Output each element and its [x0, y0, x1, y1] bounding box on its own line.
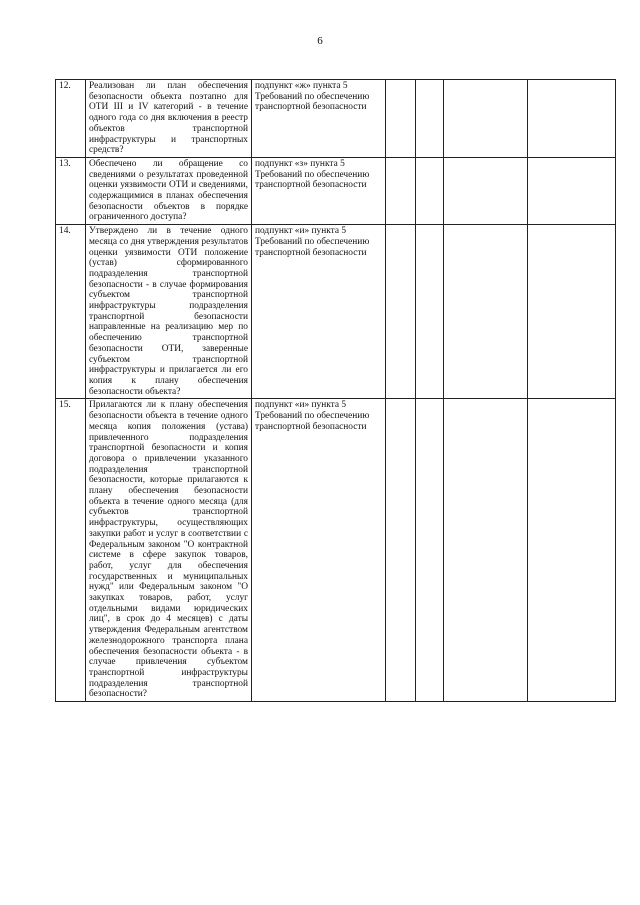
table-row [56, 80, 616, 158]
answer-cell-notes [528, 157, 616, 224]
answer-cell-yes [386, 80, 416, 158]
table-row [56, 225, 616, 399]
answer-cell-notes [528, 225, 616, 399]
question-text: Утверждено ли в течение одного месяца со дня утверждения результатов оценки уязвимости ОТИ положение (устав) сформированного подразделения транспортной безопасности - в случае формирования субъектом транспортной инфраструктуры подразделения транспортной безопасности направленные на реализацию мер по обеспечению транспортной безопасности ОТИ, заверенные субъектом транспортной инфраструктуры и прилагается ли его копия к плану обеспечения безопасности объекта? [86, 225, 252, 399]
answer-cell-yes [386, 399, 416, 702]
answer-cell-not-applicable [444, 399, 528, 702]
requirement-reference: подпункт «и» пункта 5 Требований по обеспечению транспортной безопасности [252, 399, 386, 702]
answer-cell-not-applicable [444, 80, 528, 158]
answer-cell-yes [386, 225, 416, 399]
table-row [56, 157, 616, 224]
requirement-reference: подпункт «и» пункта 5 Требований по обеспечению транспортной безопасности [252, 225, 386, 399]
requirement-reference: подпункт «з» пункта 5 Требований по обеспечению транспортной безопасности [252, 157, 386, 224]
answer-cell-yes [386, 157, 416, 224]
question-text: Реализован ли план обеспечения безопасности объекта поэтапно для ОТИ III и IV категорий - в течение одного года со дня включения в реестр объектов транспортной инфраструктуры и транспортных средств? [86, 80, 252, 158]
question-text: Прилагаются ли к плану обеспечения безопасности объекта в течение одного месяца копия положения (устава) привлеченного подразделения транспортной безопасности и копия договора о привлечении указанного подразделения транспортной безопасности, которые прилагаются к плану обеспечения безопасности объекта в течение одного месяца (для субъектов транспортной инфраструктуры, осуществляющих закупки работ и услуг в соответствии с Федеральным законом "О контрактной системе в сфере закупок товаров, работ, услуг для обеспечения государственных и муниципальных нужд" или Федеральным законом "О закупках товаров, работ, услуг отдельными видами юридических лиц", в срок до 4 месяцев) с даты утверждения Федеральным агентством железнодорожного транспорта плана обеспечения безопасности объекта - в случае привлечения субъектом транспортной инфраструктуры подразделения транспортной безопасности? [86, 399, 252, 702]
row-number: 15. [56, 399, 86, 702]
requirement-reference: подпункт «ж» пункта 5 Требований по обеспечению транспортной безопасности [252, 80, 386, 158]
answer-cell-not-applicable [444, 157, 528, 224]
answer-cell-no [416, 157, 444, 224]
answer-cell-not-applicable [444, 225, 528, 399]
answer-cell-notes [528, 80, 616, 158]
answer-cell-no [416, 399, 444, 702]
table-row [56, 399, 616, 702]
answer-cell-no [416, 225, 444, 399]
page-number: 6 [317, 35, 323, 47]
row-number: 13. [56, 157, 86, 224]
answer-cell-notes [528, 399, 616, 702]
question-text: Обеспечено ли обращение со сведениями о результатах проведенной оценки уязвимости ОТИ и сведениями, содержащимися в планах обеспечения безопасности объектов в порядке ограниченного доступа? [86, 157, 252, 224]
answer-cell-no [416, 80, 444, 158]
row-number: 14. [56, 225, 86, 399]
row-number: 12. [56, 80, 86, 158]
checklist-table [55, 79, 616, 702]
